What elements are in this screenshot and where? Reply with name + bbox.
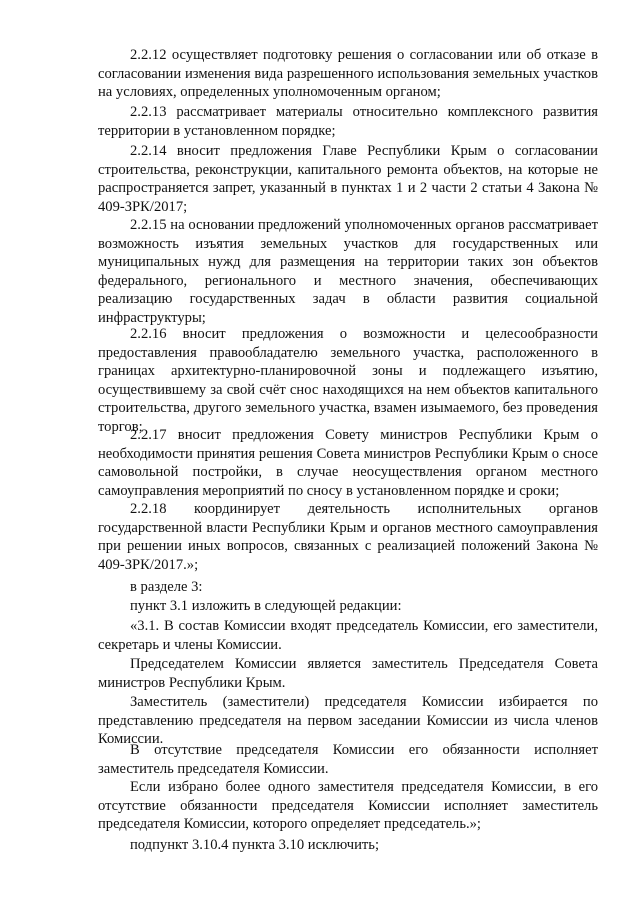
paragraph-2-2-18: 2.2.18 координирует деятельность исполнительных органов государственной власти Республики Крым и органов местного самоуправления при решении иных вопросов, связанных с реализацией положений Закона № 409-ЗРК/2017.»; [98, 501, 598, 573]
paragraph-subpoint-3-10-4: подпункт 3.10.4 пункта 3.10 исключить; [130, 837, 380, 853]
paragraph-2-2-16: 2.2.16 вносит предложения о возможности и целесообразности предоставления правообладателю земельного участка, расположенного в границах архитектурно-планировочной зоны и подлежащего изъятию, осуществившему за свой счёт снос находящихся на нем объектов капитального строительства, другого земельного участка, взамен изымаемого, без проведения торгов; [98, 326, 598, 435]
paragraph-absence: В отсутствие председателя Комиссии его обязанности исполняет заместитель председателя Комиссии. [98, 742, 598, 777]
paragraph-2-2-17: 2.2.17 вносит предложения Совету министров Республики Крым о необходимости принятия решения Совета министров Республики Крым о сносе самовольной постройки, в случае неосуществления органом местного самоуправления мероприятий по сносу в установленном порядке и сроки; [98, 427, 598, 499]
paragraph-section-3: в разделе 3: [130, 579, 203, 595]
paragraph-2-2-12: 2.2.12 осуществляет подготовку решения о согласовании или об отказе в согласовании изменения вида разрешенного использования земельных участков на условиях, определенных уполномоченным органом; [98, 47, 598, 101]
paragraph-point-3-1: пункт 3.1 изложить в следующей редакции: [130, 598, 402, 614]
paragraph-deputies: Заместитель (заместители) председателя Комиссии избирается по представлению председателя на первом заседании Комиссии из числа членов Комиссии. [98, 694, 598, 748]
paragraph-2-2-14: 2.2.14 вносит предложения Главе Республики Крым о согласовании строительства, реконструкции, капитального ремонта объектов, на которые не распространяется запрет, указанный в пунктах 1 и 2 части 2 статьи 4 Закона № 409-ЗРК/2017; [98, 143, 598, 215]
paragraph-3-1-composition: «3.1. В состав Комиссии входят председатель Комиссии, его заместители, секретарь и члены Комиссии. [98, 618, 598, 653]
paragraph-2-2-13: 2.2.13 рассматривает материалы относительно комплексного развития территории в установленном порядке; [98, 104, 598, 139]
paragraph-chairman: Председателем Комиссии является заместитель Председателя Совета министров Республики Крым. [98, 656, 598, 691]
paragraph-multiple-deputies: Если избрано более одного заместителя председателя Комиссии, в его отсутствие обязанности председателя Комиссии исполняет заместитель председателя Комиссии, которого определяет председатель.»; [98, 779, 598, 833]
paragraph-2-2-15: 2.2.15 на основании предложений уполномоченных органов рассматривает возможность изъятия земельных участков для государственных или муниципальных нужд для размещения на территории таких зон объектов федерального, регионального и местного значения, обеспечивающих реализацию государственных задач в области развития социальной инфраструктуры; [98, 217, 598, 326]
